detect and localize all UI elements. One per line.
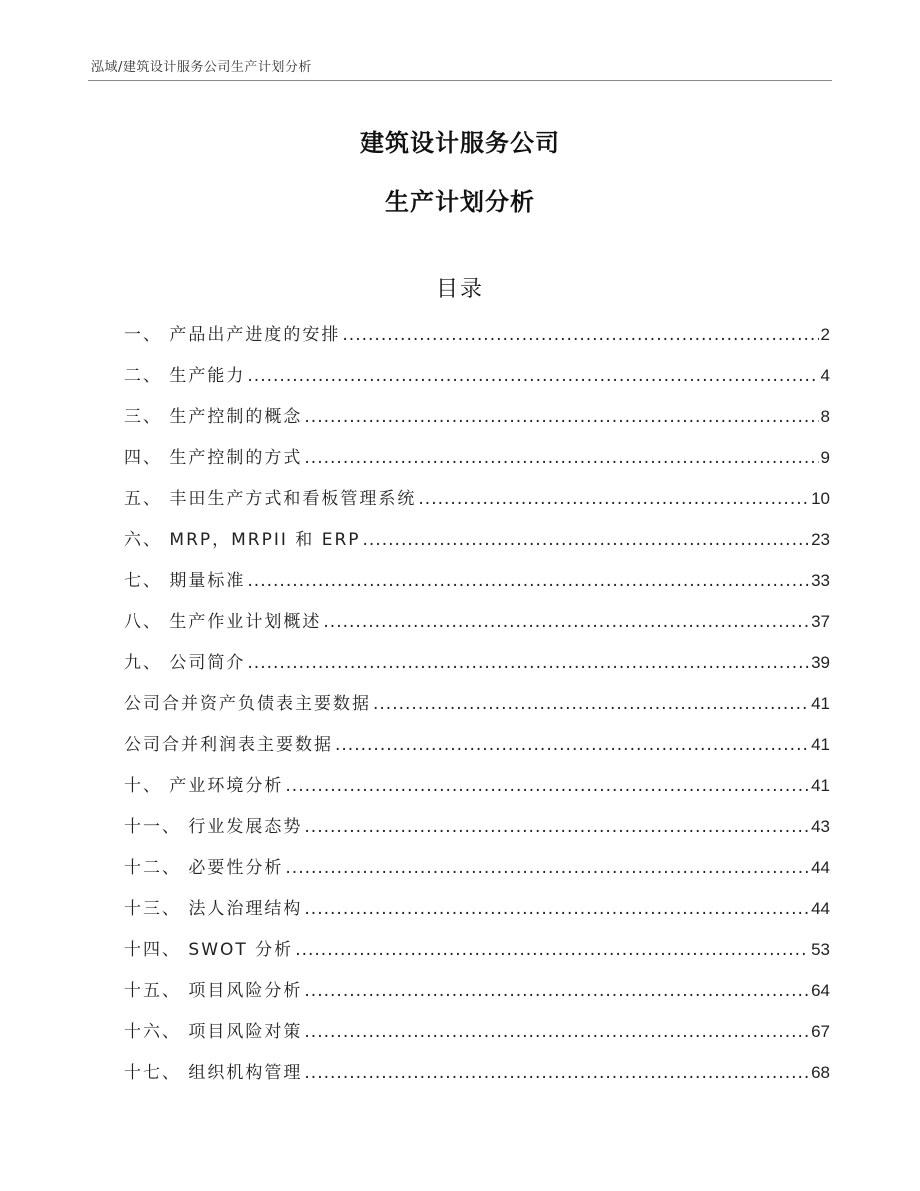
toc-entry[interactable] [124, 976, 830, 1017]
toc-dot-leader [323, 612, 809, 632]
toc-entry-page: 4 [820, 366, 830, 385]
toc-entry-title: 十三、 法人治理结构 [124, 899, 303, 919]
toc-entry-page: 41 [811, 735, 830, 754]
toc-entry-page: 10 [811, 489, 830, 508]
toc-dot-leader [304, 1063, 809, 1083]
toc-dot-leader [363, 530, 810, 550]
toc-dot-leader [285, 858, 809, 878]
toc-dot-leader [304, 817, 809, 837]
toc-dot-leader [304, 1022, 809, 1042]
toc-entry-page: 41 [811, 694, 830, 713]
toc-entry-title: 二、 生产能力 [124, 366, 246, 386]
toc-entry-page: 39 [811, 653, 830, 672]
toc-entry-title: 四、 生产控制的方式 [124, 448, 303, 468]
toc-entry-title: 十七、 组织机构管理 [124, 1063, 303, 1083]
toc-dot-leader [342, 325, 818, 345]
toc-entry[interactable] [124, 443, 830, 484]
toc-entry-page: 8 [820, 407, 830, 426]
toc-entry[interactable] [124, 730, 830, 771]
toc-entry[interactable] [124, 771, 830, 812]
toc-entry-title: 九、 公司简介 [124, 653, 246, 673]
toc-entry-title: 公司合并资产负债表主要数据 [124, 694, 371, 714]
toc-entry[interactable] [124, 1017, 830, 1058]
toc-dot-leader [304, 448, 818, 468]
toc-dot-leader [285, 776, 809, 796]
document-subtitle: 生产计划分析 [385, 188, 535, 216]
toc-dot-leader [247, 571, 809, 591]
toc-entry-title: 六、 MRP，MRPII 和 ERP [124, 530, 361, 550]
toc-entry[interactable] [124, 607, 830, 648]
toc-entry-title: 五、 丰田生产方式和看板管理系统 [124, 489, 417, 509]
running-header: 泓域/建筑设计服务公司生产计划分析 [91, 60, 312, 75]
toc-entry-page: 37 [811, 612, 830, 631]
toc-entry[interactable] [124, 1058, 830, 1099]
toc-entry-page: 23 [811, 530, 830, 549]
toc-entry-title: 十五、 项目风险分析 [124, 981, 303, 1001]
toc-entry[interactable] [124, 812, 830, 853]
toc-entry[interactable] [124, 361, 830, 402]
toc-dot-leader [295, 940, 809, 960]
toc-entry-title: 三、 生产控制的概念 [124, 407, 303, 427]
toc-entry-page: 44 [811, 858, 830, 877]
toc-entry-page: 64 [811, 981, 830, 1000]
toc-entry[interactable] [124, 525, 830, 566]
header-divider [88, 80, 832, 81]
toc-dot-leader [373, 694, 809, 714]
document-title: 建筑设计服务公司 [360, 129, 560, 157]
table-of-contents [124, 320, 830, 1099]
toc-dot-leader [304, 981, 809, 1001]
toc-entry-title: 一、 产品出产进度的安排 [124, 325, 341, 345]
toc-dot-leader [418, 489, 809, 509]
toc-entry[interactable] [124, 689, 830, 730]
toc-entry[interactable] [124, 566, 830, 607]
toc-entry-title: 公司合并利润表主要数据 [124, 735, 333, 755]
toc-entry-title: 八、 生产作业计划概述 [124, 612, 322, 632]
toc-entry-title: 十、 产业环境分析 [124, 776, 284, 796]
toc-dot-leader [304, 407, 818, 427]
toc-entry-title: 十四、 SWOT 分析 [124, 940, 294, 960]
toc-entry[interactable] [124, 484, 830, 525]
toc-entry-title: 七、 期量标准 [124, 571, 246, 591]
toc-dot-leader [304, 899, 809, 919]
toc-entry-page: 44 [811, 899, 830, 918]
toc-entry-title: 十二、 必要性分析 [124, 858, 284, 878]
toc-dot-leader [335, 735, 809, 755]
toc-heading: 目录 [435, 277, 484, 302]
toc-entry-page: 67 [811, 1022, 830, 1041]
toc-entry-title: 十六、 项目风险对策 [124, 1022, 303, 1042]
toc-entry[interactable] [124, 402, 830, 443]
toc-entry-title: 十一、 行业发展态势 [124, 817, 303, 837]
toc-entry[interactable] [124, 320, 830, 361]
toc-entry-page: 33 [811, 571, 830, 590]
toc-entry[interactable] [124, 894, 830, 935]
toc-entry-page: 43 [811, 817, 830, 836]
toc-entry-page: 68 [811, 1063, 830, 1082]
toc-entry-page: 53 [811, 940, 830, 959]
toc-entry-page: 9 [820, 448, 830, 467]
toc-entry-page: 41 [811, 776, 830, 795]
toc-entry-page: 2 [820, 325, 830, 344]
toc-entry[interactable] [124, 935, 830, 976]
toc-entry[interactable] [124, 853, 830, 894]
toc-dot-leader [247, 366, 818, 386]
toc-entry[interactable] [124, 648, 830, 689]
toc-dot-leader [247, 653, 809, 673]
